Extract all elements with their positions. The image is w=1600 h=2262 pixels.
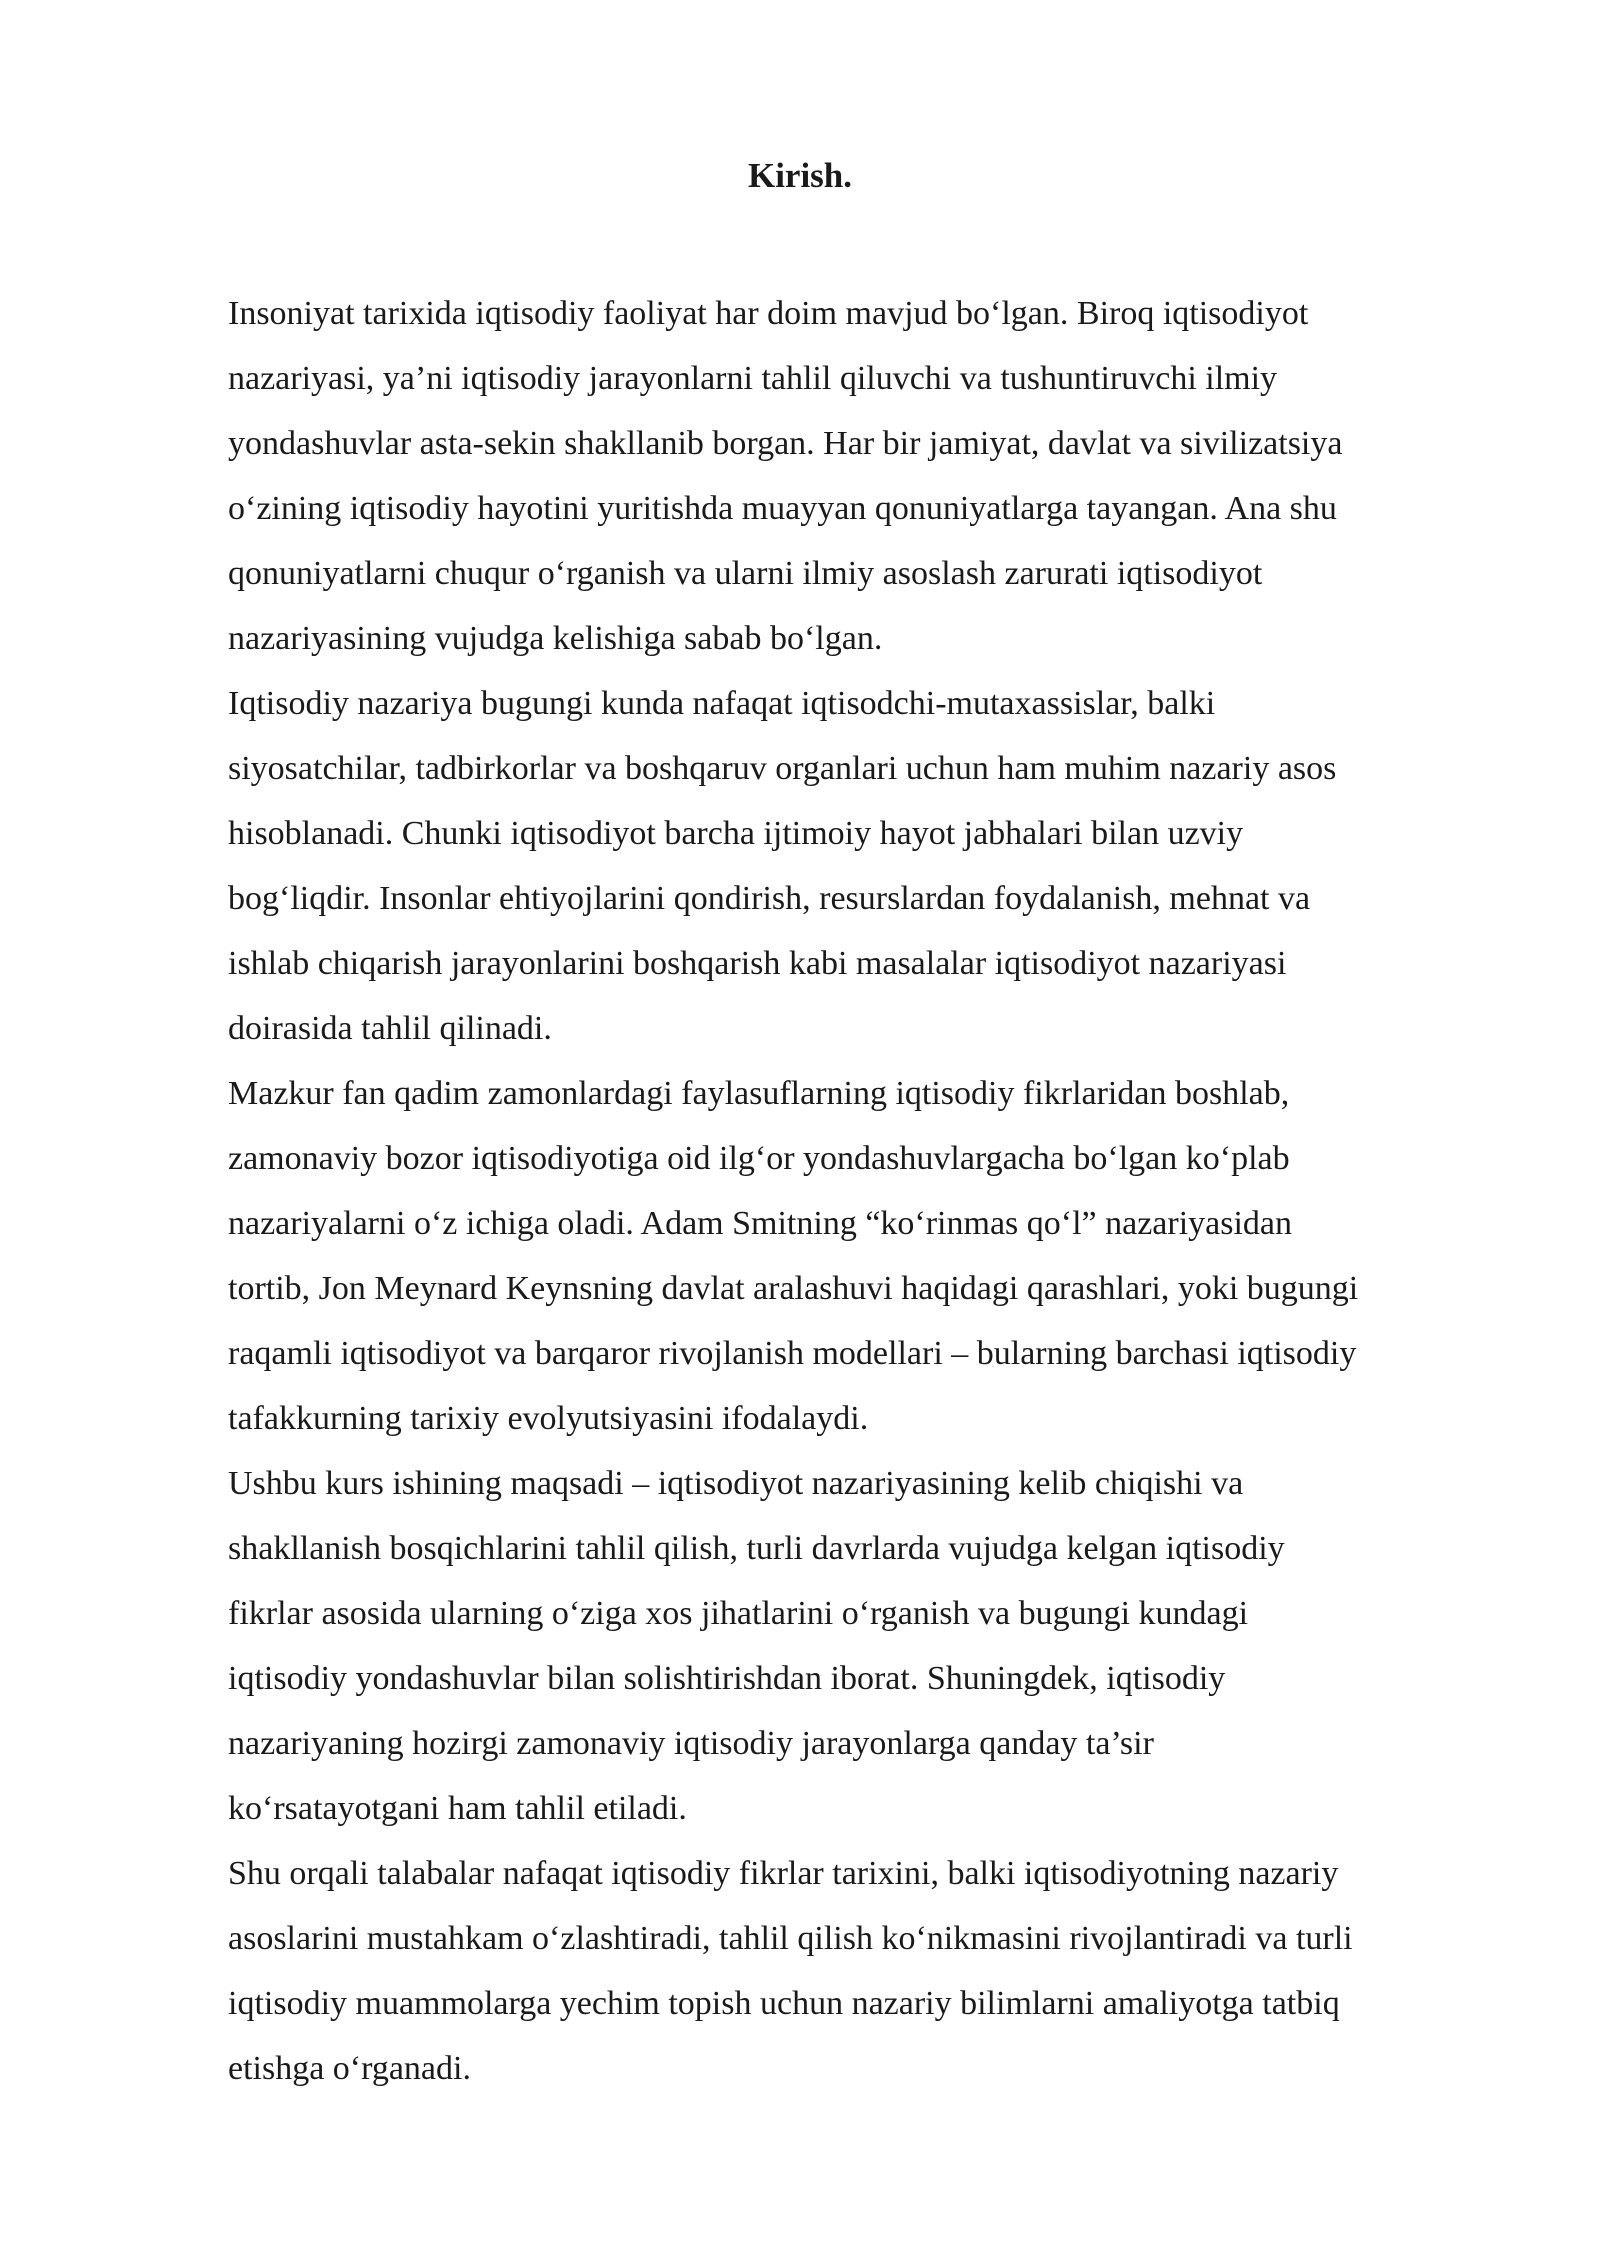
text-line: asoslarini mustahkam o‘zlashtiradi, tahlil qilish ko‘nikmasini rivojlantiradi va turli	[228, 1920, 1353, 1957]
text-line: hisoblanadi. Chunki iqtisodiyot barcha ijtimoiy hayot jabhalari bilan uzviy	[228, 815, 1244, 852]
text-line: nazariyalarni o‘z ichiga oladi. Adam Smitning “ko‘rinmas qo‘l” nazariyasidan	[228, 1205, 1293, 1242]
text-line: siyosatchilar, tadbirkorlar va boshqaruv organlari uchun ham muhim nazariy asos	[228, 750, 1337, 787]
text-line: bog‘liqdir. Insonlar ehtiyojlarini qondirish, resurslardan foydalanish, mehnat va	[228, 880, 1311, 917]
text-line: etishga o‘rganadi.	[228, 2050, 471, 2087]
body-text	[228, 281, 1488, 2101]
text-line: nazariyasining vujudga kelishiga sabab bo‘lgan.	[228, 620, 883, 657]
text-line: tortib, Jon Meynard Keynsning davlat aralashuvi haqidagi qarashlari, yoki bugungi	[228, 1270, 1359, 1307]
text-line: iqtisodiy muammolarga yechim topish uchun nazariy bilimlarni amaliyotga tatbiq	[228, 1985, 1340, 2022]
text-line: o‘zining iqtisodiy hayotini yuritishda muayyan qonuniyatlarga tayangan. Ana shu	[228, 490, 1337, 527]
text-line: doirasida tahlil qilinadi.	[228, 1010, 552, 1047]
text-line: ishlab chiqarish jarayonlarini boshqarish kabi masalalar iqtisodiyot nazariyasi	[228, 945, 1287, 982]
text-line: tafakkurning tarixiy evolyutsiyasini ifodalaydi.	[228, 1400, 869, 1437]
text-line: zamonaviy bozor iqtisodiyotiga oid ilg‘or yondashuvlargacha bo‘lgan ko‘plab	[228, 1140, 1290, 1177]
text-line: Mazkur fan qadim zamonlardagi faylasuflarning iqtisodiy fikrlaridan boshlab,	[228, 1075, 1290, 1112]
text-line: Iqtisodiy nazariya bugungi kunda nafaqat iqtisodchi-mutaxassislar, balki	[228, 685, 1216, 722]
text-line: nazariyaning hozirgi zamonaviy iqtisodiy jarayonlarga qanday ta’sir	[228, 1725, 1154, 1762]
text-line: nazariyasi, ya’ni iqtisodiy jarayonlarni tahlil qiluvchi va tushuntiruvchi ilmiy	[228, 360, 1278, 397]
text-line: Insoniyat tarixida iqtisodiy faoliyat har doim mavjud bo‘lgan. Biroq iqtisodiyot	[228, 295, 1309, 332]
page-title: Kirish.	[747, 156, 853, 195]
text-line: yondashuvlar asta-sekin shakllanib borgan. Har bir jamiyat, davlat va sivilizatsiya	[228, 425, 1343, 462]
text-line: qonuniyatlarni chuqur o‘rganish va ularni ilmiy asoslash zarurati iqtisodiyot	[228, 555, 1263, 592]
text-line: Ushbu kurs ishining maqsadi – iqtisodiyot nazariyasining kelib chiqishi va	[228, 1465, 1244, 1502]
text-line: iqtisodiy yondashuvlar bilan solishtirishdan iborat. Shuningdek, iqtisodiy	[228, 1660, 1226, 1697]
text-line: shakllanish bosqichlarini tahlil qilish, turli davrlarda vujudga kelgan iqtisodiy	[228, 1530, 1285, 1567]
text-line: ko‘rsatayotgani ham tahlil etiladi.	[228, 1790, 687, 1827]
text-line: raqamli iqtisodiyot va barqaror rivojlanish modellari – bularning barchasi iqtisodiy	[228, 1335, 1357, 1372]
text-line: Shu orqali talabalar nafaqat iqtisodiy fikrlar tarixini, balki iqtisodiyotning nazariy	[228, 1855, 1339, 1892]
text-line: fikrlar asosida ularning o‘ziga xos jihatlarini o‘rganish va bugungi kundagi	[228, 1595, 1249, 1632]
